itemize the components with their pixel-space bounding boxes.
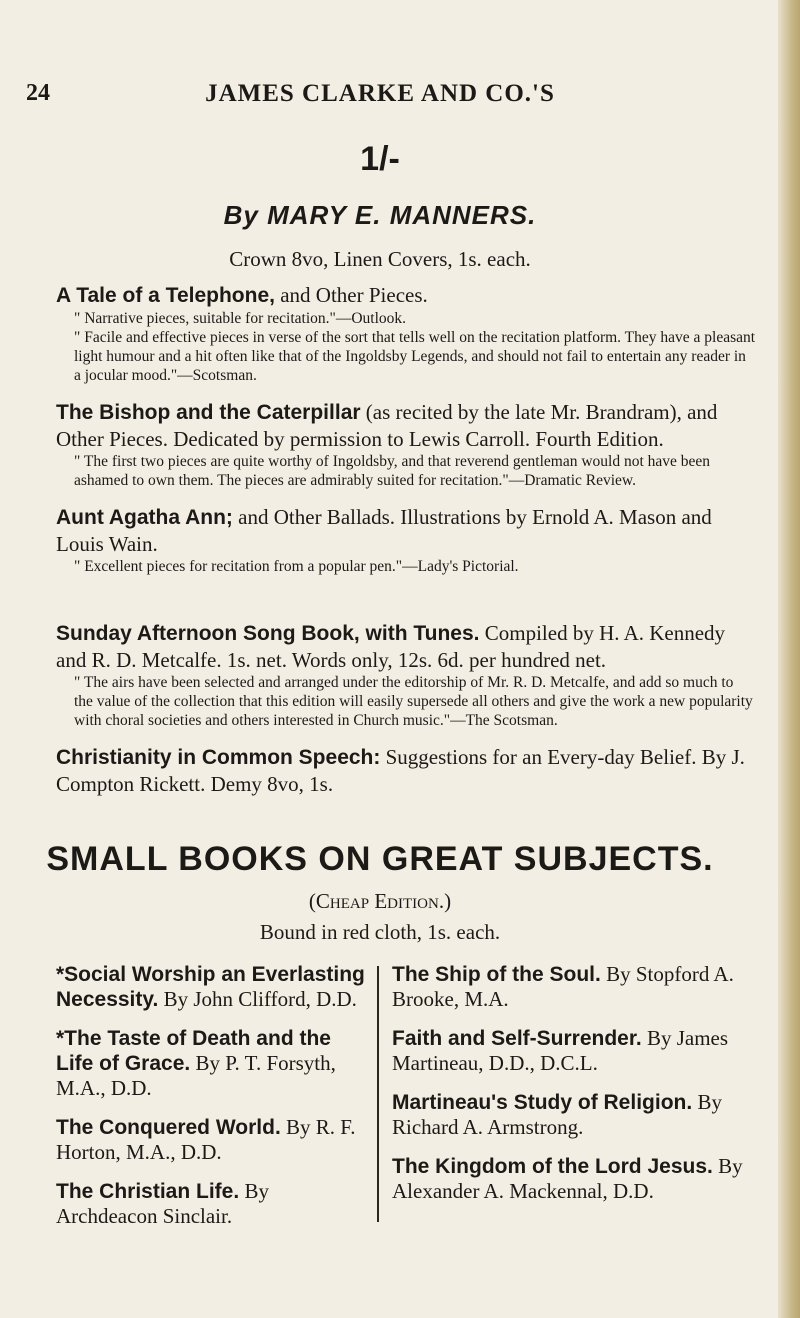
small-book-author: By Alexander A. Mackennal, D.D.: [392, 1154, 743, 1203]
page-edge: [778, 0, 800, 1318]
series-format: Crown 8vo, Linen Covers, 1s. each.: [229, 247, 531, 271]
series-price: 1/-: [360, 140, 400, 178]
small-book-author: By R. F. Horton, M.A., D.D.: [56, 1115, 356, 1164]
book-entry: [56, 282, 756, 385]
small-book-entry: [392, 1090, 752, 1140]
column-divider: [377, 966, 379, 1222]
book-title: Christianity in Common Speech:: [56, 746, 381, 769]
small-book-title: The Christian Life.: [56, 1180, 240, 1203]
book-review: " Facile and effective pieces in verse of the sort that tells well on the recitation platform. They have a pleasant light humour and a hit often like that of the Ingoldsby Legends, and should not fail to entertain any reader in a jocular mood."—Scotsman.: [74, 329, 756, 384]
section-binding: Bound in red cloth, 1s. each.: [259, 920, 501, 944]
book-title: Aunt Agatha Ann;: [56, 506, 233, 529]
section-heading: SMALL BOOKS ON GREAT SUBJECTS.: [46, 840, 714, 878]
book-entry: [56, 744, 756, 797]
small-book-entry: [56, 962, 366, 1012]
book-details: and Other Pieces.: [274, 283, 428, 307]
small-book-title: Faith and Self-Surrender.: [392, 1027, 642, 1050]
small-books-left-column: [56, 962, 366, 1243]
book-entry: [56, 504, 756, 576]
series-author: By MARY E. MANNERS.: [223, 200, 537, 230]
small-book-entry: [56, 1115, 366, 1165]
small-book-title: The Ship of the Soul.: [392, 963, 601, 986]
section-edition: (Cheap Edition.): [308, 889, 452, 913]
book-details: and Other Ballads. Illustrations by Ernold A. Mason and Louis Wain.: [56, 505, 712, 556]
page-header: [0, 80, 760, 120]
page-number: 24: [26, 80, 50, 106]
book-entry: [56, 620, 756, 730]
small-book-author: By Stopford A. Brooke, M.A.: [392, 962, 734, 1011]
small-book-entry: [392, 1154, 752, 1204]
small-book-author: By P. T. Forsyth, M.A., D.D.: [56, 1051, 336, 1100]
book-review: " The first two pieces are quite worthy of Ingoldsby, and that reverend gentleman would not have been ashamed to own them. The pieces are admirably suited for recitation."—Dramatic Review.: [74, 453, 711, 489]
small-book-entry: [392, 962, 752, 1012]
small-book-entry: [392, 1026, 752, 1076]
small-book-title: Martineau's Study of Religion.: [392, 1091, 693, 1114]
book-title: A Tale of a Telephone,: [56, 284, 275, 307]
small-books-right-column: [392, 962, 752, 1218]
small-book-title: *Social Worship an Everlasting Necessity.: [56, 963, 365, 1011]
book-review: " Excellent pieces for recitation from a popular pen."—Lady's Pictorial.: [74, 558, 519, 575]
book-title: Sunday Afternoon Song Book, with Tunes.: [56, 622, 480, 645]
book-review: " The airs have been selected and arranged under the editorship of Mr. R. D. Metcalfe, and add so much to the value of the collection that this edition will easily supersede all others and give the work a new popularity with choral societies and others interested in Church music."—The Scotsman.: [74, 674, 753, 729]
book-details: Compiled by H. A. Kennedy and R. D. Metcalfe. 1s. net. Words only, 12s. 6d. per hundred net.: [56, 621, 726, 672]
small-book-author: By Richard A. Armstrong.: [392, 1090, 722, 1139]
small-book-author: By James Martineau, D.D., D.C.L.: [392, 1026, 729, 1075]
book-review: " Narrative pieces, suitable for recitation."—Outlook.: [74, 310, 407, 327]
small-book-entry: [56, 1179, 366, 1229]
book-entry: [56, 399, 756, 490]
small-book-title: The Kingdom of the Lord Jesus.: [392, 1155, 713, 1178]
book-details: (as recited by the late Mr. Brandram), and Other Pieces. Dedicated by permission to Lewis Carroll. Fourth Edition.: [56, 400, 718, 451]
small-book-title: *The Taste of Death and the Life of Grace.: [56, 1027, 331, 1075]
small-book-title: The Conquered World.: [56, 1116, 281, 1139]
book-list-manners: [56, 282, 756, 590]
small-book-entry: [56, 1026, 366, 1101]
small-book-author: By Archdeacon Sinclair.: [56, 1179, 269, 1228]
book-title: The Bishop and the Caterpillar: [56, 401, 361, 424]
running-title: JAMES CLARKE AND CO.'S: [205, 80, 555, 107]
small-book-author: By John Clifford, D.D.: [158, 987, 357, 1011]
book-list-misc: [56, 620, 756, 811]
book-details: Suggestions for an Every-day Belief. By J. Compton Rickett. Demy 8vo, 1s.: [56, 745, 745, 796]
